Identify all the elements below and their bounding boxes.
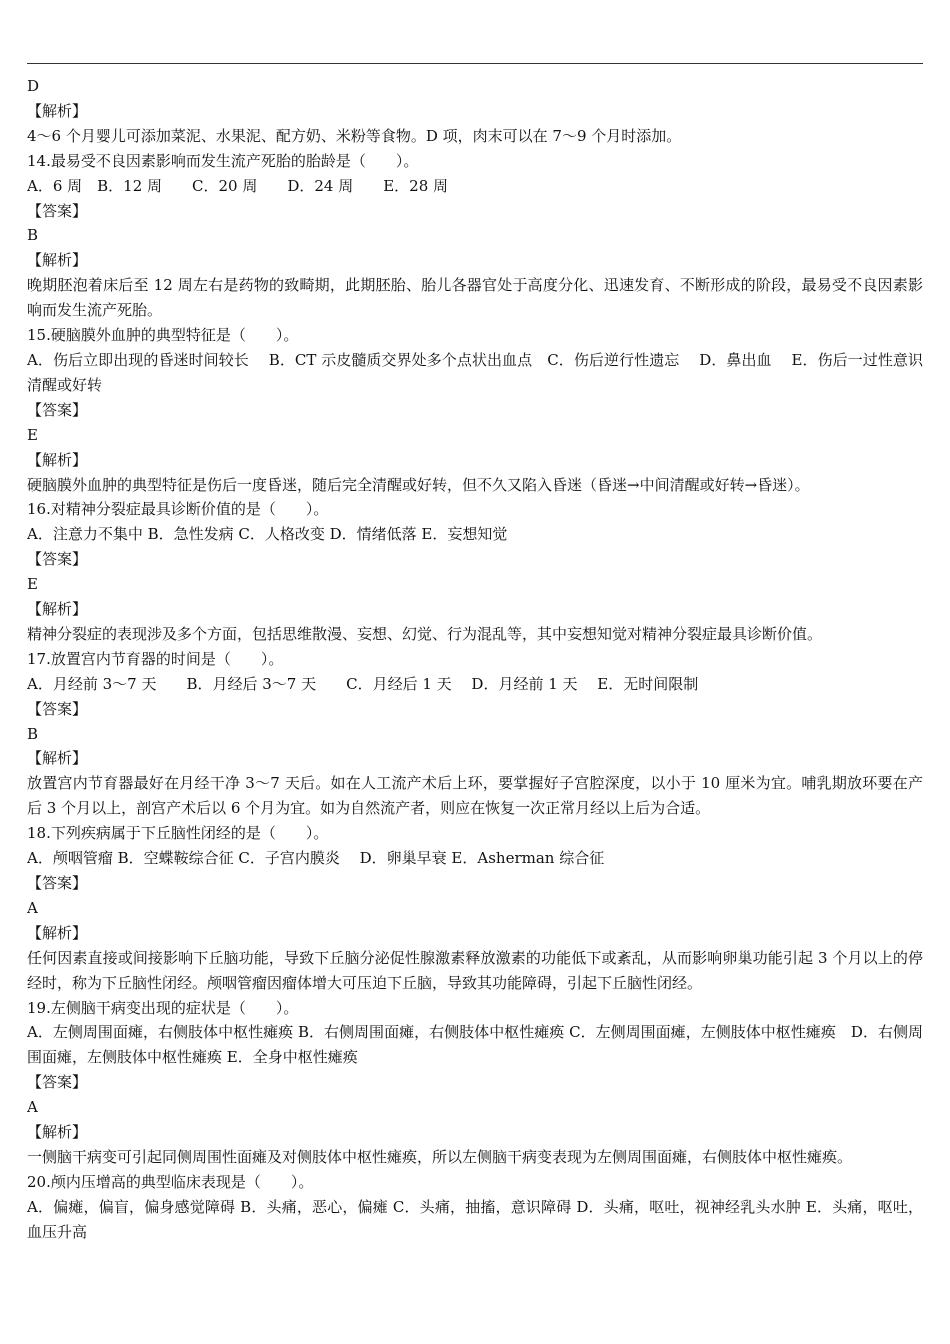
analysis-text: 晚期胚泡着床后至 12 周左右是药物的致畸期，此期胚胎、胎儿各器官处于高度分化、迅速发育、不断形成的阶段，最易受不良因素影响而发生流产死胎。 <box>27 276 923 320</box>
header-rule <box>27 63 923 64</box>
answer-label: 【答案】 <box>27 1073 88 1092</box>
analysis-text: 一侧脑干病变可引起同侧周围性面瘫及对侧肢体中枢性瘫痪，所以左侧脑干病变表现为左侧周围面瘫，右侧肢体中枢性瘫痪。 <box>27 1147 853 1166</box>
question-14: 14.最易受不良因素影响而发生流产死胎的胎龄是（ ）。 <box>27 151 419 170</box>
question-16: 16.对精神分裂症最具诊断价值的是（ ）。 <box>27 500 329 519</box>
analysis-text: 放置宫内节育器最好在月经干净 3～7 天后。如在人工流产术后上环，要掌握好子宫腔深度，以小于 10 厘米为宜。哺乳期放环要在产后 3 个月以上，剖宫产术后以 6 个月为宜。如为自然流产者，则应在恢复一次正常月经以上后为合适。 <box>27 774 923 818</box>
answer-letter: E <box>27 425 38 444</box>
answer-label: 【答案】 <box>27 400 88 419</box>
answer-label: 【答案】 <box>27 874 88 892</box>
document-body <box>27 74 923 1245</box>
analysis-label: 【解析】 <box>27 923 88 942</box>
answer-label: 【答案】 <box>27 699 88 718</box>
question-15: 15.硬脑膜外血肿的典型特征是（ ）。 <box>27 326 299 345</box>
analysis-label: 【解析】 <box>27 101 88 120</box>
answer-letter: D <box>27 77 40 95</box>
options-15: A．伤后立即出现的昏迷时间较长 B．CT 示皮髓质交界处多个点状出血点 C．伤后逆行性遗忘 D．鼻出血 E．伤后一过性意识清醒或好转 <box>27 350 923 394</box>
analysis-label: 【解析】 <box>27 600 88 619</box>
analysis-label: 【解析】 <box>27 1123 88 1142</box>
answer-letter: E <box>27 575 38 594</box>
options-14: A．6 周 B．12 周 C．20 周 D．24 周 E．28 周 <box>27 176 449 195</box>
analysis-label: 【解析】 <box>27 749 88 768</box>
answer-letter: A <box>27 898 38 917</box>
analysis-label: 【解析】 <box>27 251 88 270</box>
question-18: 18.下列疾病属于下丘脑性闭经的是（ ）。 <box>27 824 329 843</box>
analysis-label: 【解析】 <box>27 450 88 469</box>
answer-label: 【答案】 <box>27 550 88 569</box>
answer-letter: B <box>27 226 39 245</box>
question-20: 20.颅内压增高的典型临床表现是（ ）。 <box>27 1172 314 1191</box>
options-17: A．月经前 3～7 天 B．月经后 3～7 天 C．月经后 1 天 D．月经前 1 天 E．无时间限制 <box>27 674 699 693</box>
analysis-text: 4～6 个月婴儿可添加菜泥、水果泥、配方奶、米粉等食物。D 项，肉末可以在 7～9 个月时添加。 <box>27 126 682 145</box>
answer-letter: A <box>27 1098 38 1117</box>
answer-letter: B <box>27 724 39 743</box>
question-17: 17.放置宫内节育器的时间是（ ）。 <box>27 649 284 668</box>
analysis-text: 硬脑膜外血肿的典型特征是伤后一度昏迷，随后完全清醒或好转，但不久又陷入昏迷（昏迷→中间清醒或好转→昏迷）。 <box>27 475 810 494</box>
options-19: A．左侧周围面瘫，右侧肢体中枢性瘫痪 B．右侧周围面瘫，右侧肢体中枢性瘫痪 C．左侧周围面瘫，左侧肢体中枢性瘫痪 D．右侧周围面瘫，左侧肢体中枢性瘫痪 E．全身中枢性瘫痪 <box>27 1023 923 1067</box>
analysis-text: 任何因素直接或间接影响下丘脑功能，导致下丘脑分泌促性腺激素释放激素的功能低下或紊乱，从而影响卵巢功能引起 3 个月以上的停经时，称为下丘脑性闭经。颅咽管瘤因瘤体增大可压迫下丘脑，导致其功能障碍，引起下丘脑性闭经。 <box>27 948 923 992</box>
answer-label: 【答案】 <box>27 201 88 220</box>
options-20: A．偏瘫，偏盲，偏身感觉障碍 B．头痛，恶心，偏瘫 C．头痛，抽搐，意识障碍 D．头痛，呕吐，视神经乳头水肿 E．头痛，呕吐，血压升高 <box>27 1197 923 1241</box>
options-18: A．颅咽管瘤 B．空蝶鞍综合征 C．子宫内膜炎 D．卵巢早衰 E．Asherman 综合征 <box>27 849 605 868</box>
analysis-text: 精神分裂症的表现涉及多个方面，包括思维散漫、妄想、幻觉、行为混乱等，其中妄想知觉对精神分裂症最具诊断价值。 <box>27 624 823 643</box>
options-16: A．注意力不集中 B．急性发病 C．人格改变 D．情绪低落 E．妄想知觉 <box>27 525 508 544</box>
question-19: 19.左侧脑干病变出现的症状是（ ）。 <box>27 998 299 1017</box>
